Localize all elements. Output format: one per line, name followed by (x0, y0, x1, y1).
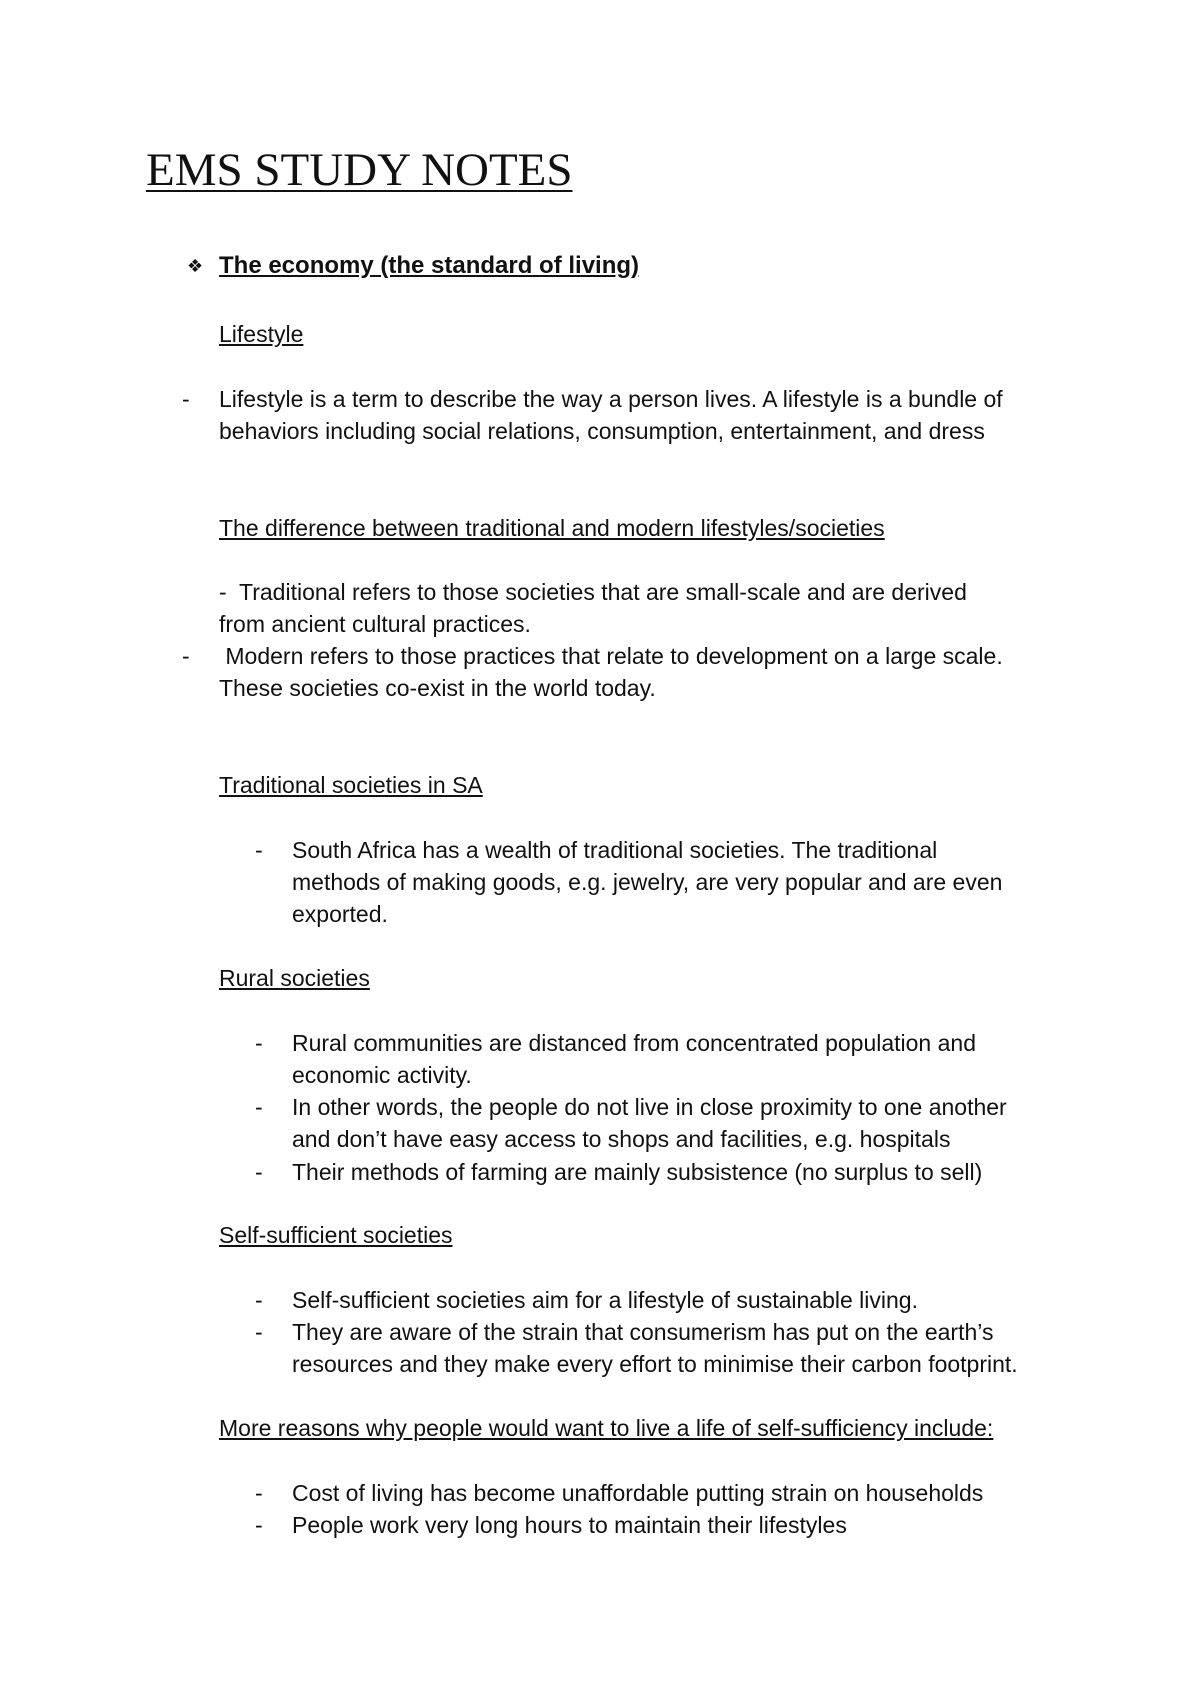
list-item-text: Modern refers to those practices that relate to development on a large scale. These societies co-exist in the world today. (219, 643, 1003, 701)
list-item-text: Self-sufficient societies aim for a lifestyle of sustainable living. (292, 1287, 918, 1313)
list-item-text: Rural communities are distanced from concentrated population and economic activity. (292, 1030, 976, 1088)
list-item-text: South Africa has a wealth of traditional societies. The traditional methods of making goods, e.g. jewelry, are very popular and are even exported. (292, 837, 1003, 927)
list-item-text: People work very long hours to maintain their lifestyles (292, 1512, 847, 1538)
dash-bullet: - (255, 1319, 263, 1345)
subheading-self-sufficient: Self-sufficient societies (219, 1222, 453, 1248)
subheading-difference: The difference between traditional and modern lifestyles/societies (219, 515, 885, 541)
dash-bullet: - (255, 837, 263, 863)
list-item (255, 1509, 1075, 1541)
list-item-text: They are aware of the strain that consumerism has put on the earth’s resources and they make every effort to minimise their carbon footprint. (292, 1319, 1018, 1377)
list-item (255, 1156, 1075, 1188)
section-heading-label: The economy (the standard of living) (219, 252, 640, 279)
dash-bullet: - (255, 1030, 263, 1056)
dash-bullet: - (182, 386, 190, 412)
list-item (219, 576, 1099, 640)
list-item-text: Lifestyle is a term to describe the way a person lives. A lifestyle is a bundle of behaviors including social relations, consumption, entertainment, and dress (219, 386, 1003, 444)
subheading-rural: Rural societies (219, 965, 370, 991)
diamond-bullet-icon: ❖ (187, 256, 204, 276)
dash-bullet: - (255, 1094, 263, 1120)
list-item (255, 1091, 1075, 1155)
list-item-text: - Traditional refers to those societies that are small-scale and are derived from ancient cultural practices. (219, 579, 967, 637)
list-item (255, 1316, 1075, 1380)
dash-bullet: - (255, 1287, 263, 1313)
section-heading (187, 250, 639, 282)
subheading-traditional-sa: Traditional societies in SA (219, 772, 483, 798)
list-item-text: Cost of living has become unaffordable putting strain on households (292, 1480, 984, 1506)
dash-bullet: - (182, 643, 190, 669)
page-title: EMS STUDY NOTES (146, 144, 573, 196)
list-item (255, 834, 1075, 930)
list-item (255, 1284, 1075, 1316)
list-item-text: In other words, the people do not live in close proximity to one another and don’t have easy access to shops and facilities, e.g. hospitals (292, 1094, 1007, 1152)
list-item (182, 383, 1082, 447)
dash-bullet: - (255, 1512, 263, 1538)
list-item (182, 640, 1082, 704)
dash-bullet: - (255, 1480, 263, 1506)
list-item-text: Their methods of farming are mainly subsistence (no surplus to sell) (292, 1159, 983, 1185)
dash-bullet: - (255, 1159, 263, 1185)
list-item (255, 1027, 1075, 1091)
subheading-more-reasons: More reasons why people would want to live a life of self-sufficiency include: (219, 1415, 994, 1441)
subheading-lifestyle: Lifestyle (219, 321, 304, 347)
list-item (255, 1477, 1075, 1509)
